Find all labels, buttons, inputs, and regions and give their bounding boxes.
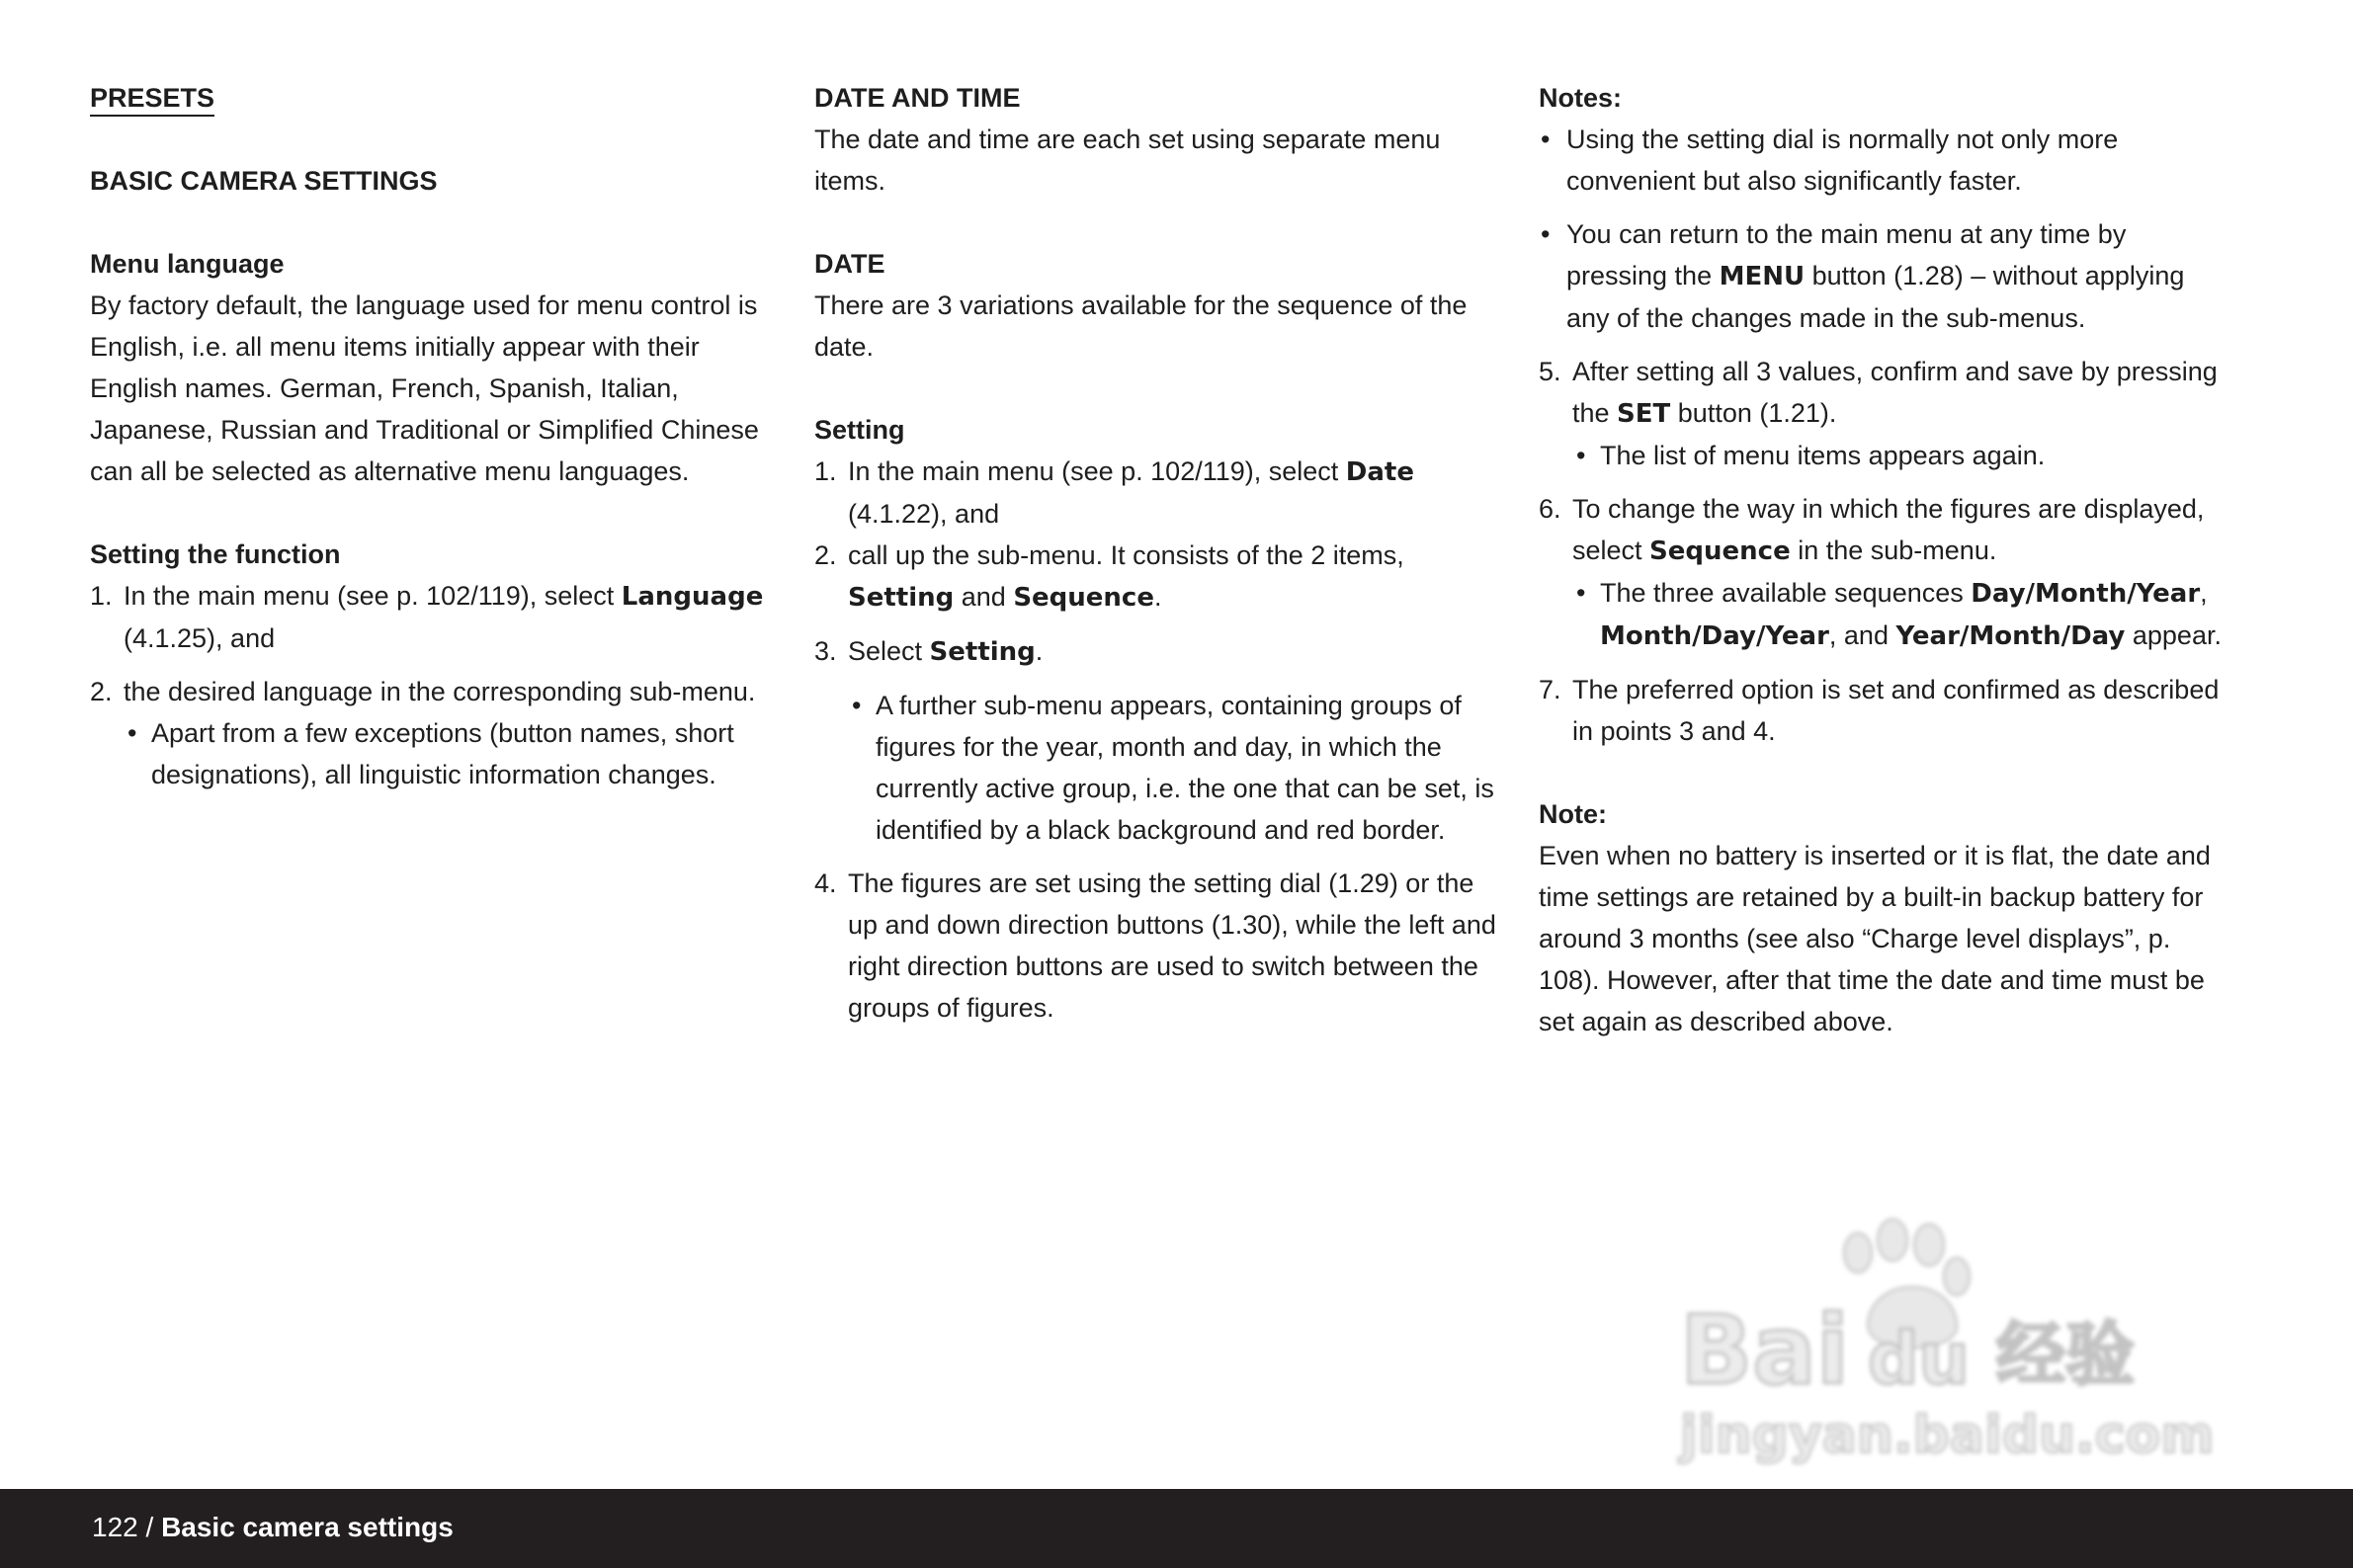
notes-title: Notes: bbox=[1539, 83, 1623, 113]
page-heading: BASIC CAMERA SETTINGS bbox=[90, 166, 438, 196]
menu-item-sequence: Sequence bbox=[1013, 583, 1154, 613]
button-label-menu: MENU bbox=[1719, 262, 1806, 291]
watermark-brand: Bai bbox=[1680, 1295, 1849, 1406]
menu-item-language: Language bbox=[621, 582, 764, 612]
watermark-url: jingyan.baidu.com bbox=[1680, 1406, 2215, 1465]
step-2: 2. call up the sub-menu. It consists of the 2 items, Setting and Sequence. bbox=[814, 540, 1404, 613]
step-1: 1. In the main menu (see p. 102/119), select Language (4.1.25), and bbox=[90, 581, 764, 653]
step-7: 7. The preferred option is set and confirmed as described in points 3 and 4. bbox=[1539, 675, 2220, 746]
setting-function-title: Setting the function bbox=[90, 539, 341, 569]
note-item: • You can return to the main menu at any time by pressing the MENU button (1.28) – without applying any of the changes made in the sub-menus. bbox=[1541, 219, 2185, 333]
watermark-cn: 经验 bbox=[1996, 1314, 2135, 1395]
step-1: 1. In the main menu (see p. 102/119), select Date (4.1.22), and bbox=[814, 456, 1414, 529]
page-footer bbox=[0, 1489, 2353, 1568]
step-4: 4. The figures are set using the setting dial (1.29) or the up and down direction buttons (1.30), while the left and right direction buttons are used to switch between the groups of figures. bbox=[814, 868, 1496, 1023]
date-body: There are 3 variations available for the sequence of the date. bbox=[814, 290, 1468, 362]
menu-item-setting: Setting bbox=[848, 583, 955, 613]
option-day-month-year: Day/Month/Year bbox=[1971, 579, 2201, 609]
date-time-intro: The date and time are each set using separate menu items. bbox=[814, 124, 1441, 196]
bullet-item: • The three available sequences Day/Month/Year, Month/Day/Year, and Year/Month/Day appear. bbox=[1576, 578, 2222, 651]
option-year-month-day: Year/Month/Day bbox=[1895, 621, 2126, 651]
bullet-item: • A further sub-menu appears, containing groups of figures for the year, month and day, in which the currently active group, i.e. the one that can be set, is identified by a black background and red border. bbox=[852, 691, 1494, 845]
setting-title: Setting bbox=[814, 415, 905, 445]
watermark-brand-du: du bbox=[1868, 1317, 1970, 1400]
column-left bbox=[90, 77, 772, 795]
step-5: 5. After setting all 3 values, confirm and save by pressing the SET button (1.21). • The list of menu items appears again. bbox=[1539, 351, 2230, 476]
date-time-heading: DATE AND TIME bbox=[814, 83, 1021, 113]
note-title: Note: bbox=[1539, 799, 1607, 829]
step-3: 3. Select Setting. • A further sub-menu appears, containing groups of figures for the year, month and day, in which the currently active group, i.e. the one that can be set, is identified by a black background and red border. bbox=[814, 630, 1496, 851]
language-steps bbox=[90, 575, 772, 795]
date-steps bbox=[814, 451, 1496, 1029]
option-month-day-year: Month/Day/Year bbox=[1600, 621, 1829, 651]
button-label-set: SET bbox=[1617, 399, 1671, 429]
step-2: 2. the desired language in the corresponding sub-menu. • Apart from a few exceptions (button names, short designations), all linguistic information changes. bbox=[90, 671, 772, 795]
menu-item-sequence: Sequence bbox=[1649, 536, 1791, 566]
column-right bbox=[1539, 77, 2230, 1042]
section-title: PRESETS bbox=[90, 83, 215, 113]
column-middle bbox=[814, 77, 1496, 1029]
page-number: 122 / bbox=[92, 1512, 162, 1542]
baidu-watermark-logo bbox=[1670, 1215, 2224, 1472]
menu-item-date: Date bbox=[1345, 457, 1414, 487]
date-title: DATE bbox=[814, 249, 885, 279]
bullet-item: • Apart from a few exceptions (button names, short designations), all linguistic information changes. bbox=[127, 718, 734, 789]
note-body: Even when no battery is inserted or it is flat, the date and time settings are retained by a built-in backup battery for around 3 months (see also “Charge level displays”, p. 108). However, after that time the date and time must be set again as described above. bbox=[1539, 841, 2211, 1036]
date-steps-continued bbox=[1539, 351, 2230, 752]
footer-title: Basic camera settings bbox=[161, 1512, 454, 1542]
menu-item-setting: Setting bbox=[929, 637, 1036, 667]
menu-language-title: Menu language bbox=[90, 249, 285, 279]
bullet-item: • The list of menu items appears again. bbox=[1576, 441, 2046, 470]
note-item: • Using the setting dial is normally not only more convenient but also significantly faster. bbox=[1541, 124, 2119, 196]
menu-language-body: By factory default, the language used for menu control is English, i.e. all menu items initially appear with their English names. German, French, Spanish, Italian, Japanese, Russian and Traditional or Simplified Chinese can all be selected as alternative menu languages. bbox=[90, 290, 759, 486]
step-6: 6. To change the way in which the figures are displayed, select Sequence in the sub-menu. • The three available sequences Day/Month/Year, Month/Day/Year, and Year/Month/Day appear. bbox=[1539, 488, 2230, 657]
